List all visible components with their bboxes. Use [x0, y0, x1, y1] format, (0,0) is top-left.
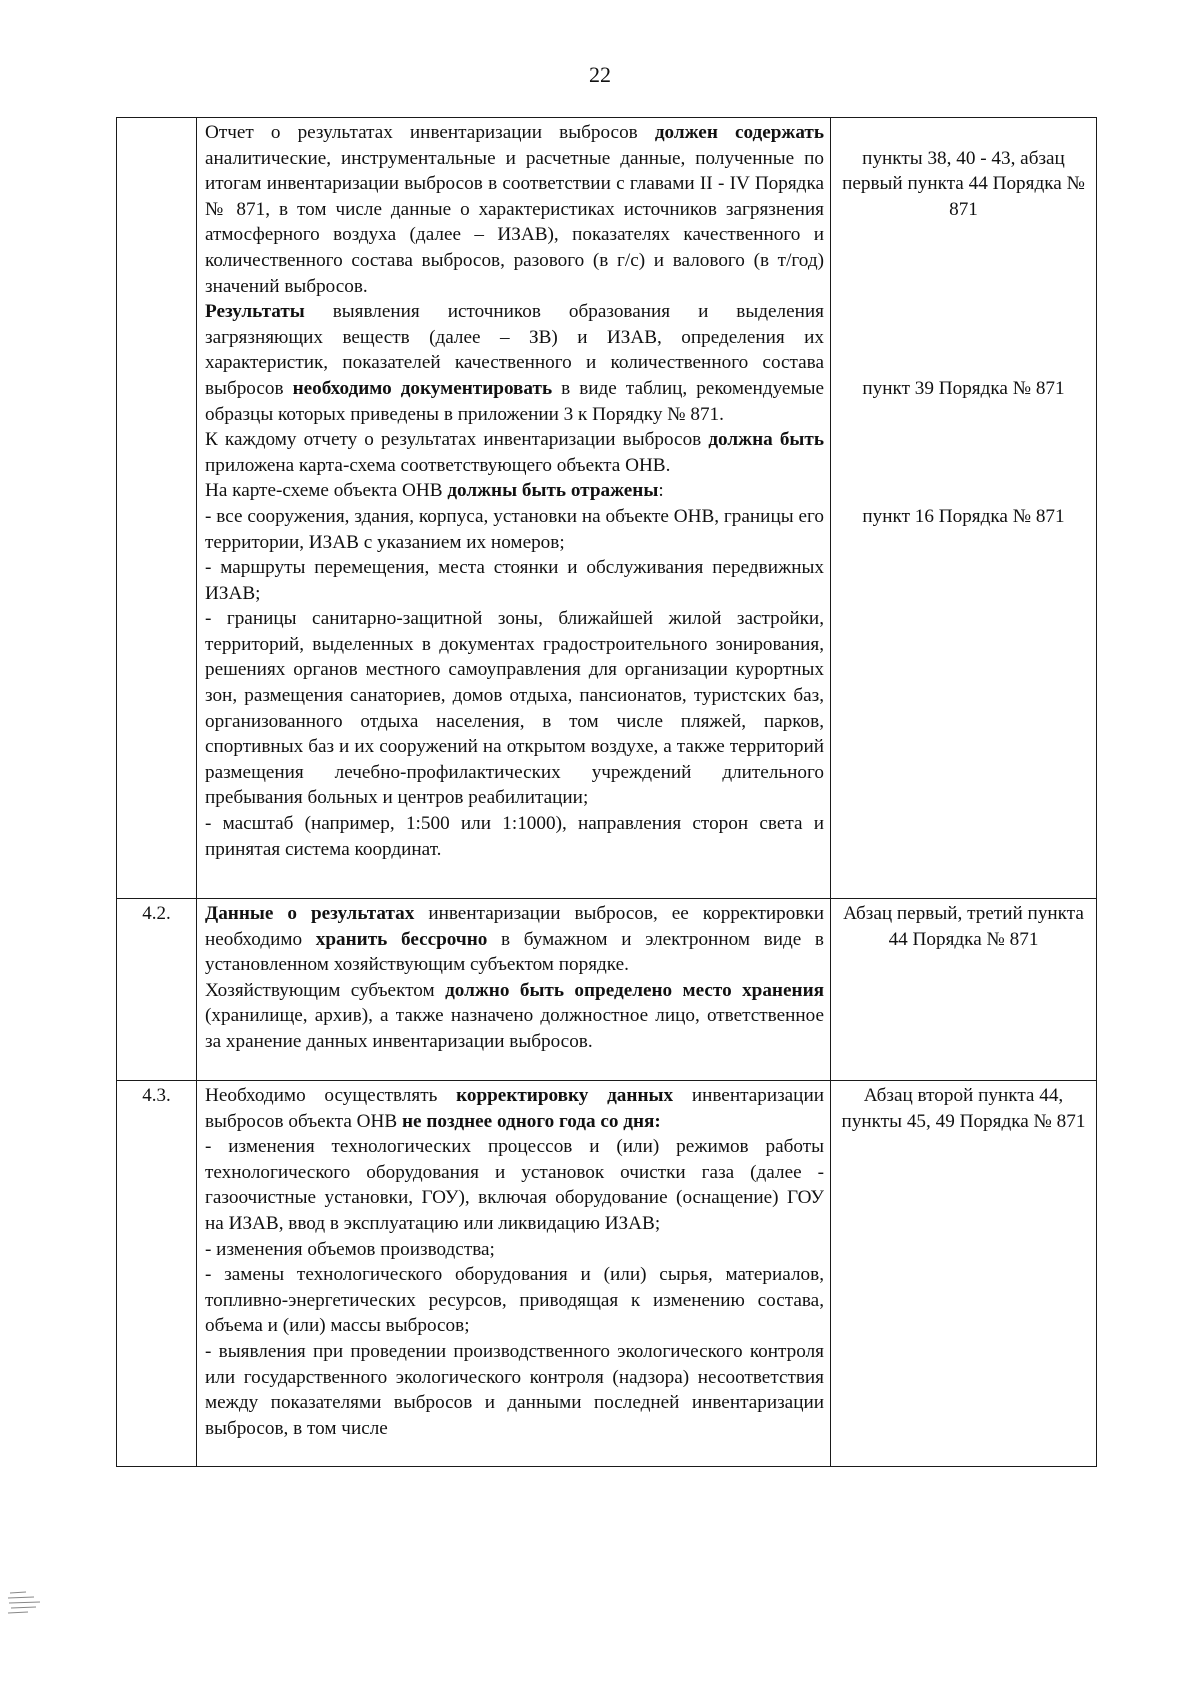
scan-noise-mark: [6, 1588, 66, 1618]
requirement-paragraph: [205, 427, 824, 478]
legal-reference: [835, 1083, 1092, 1134]
bold-text-run: должны быть отражены: [447, 480, 659, 502]
bold-text-run: Данные о результатах: [205, 903, 415, 924]
text-run: инвентаризации выбросов объекта ОНВ: [205, 1085, 824, 1132]
table-row: [117, 899, 1097, 1081]
text-run: выявления источников образования и выделения загрязняющих веществ (далее – ЗВ) и ИЗАВ, определения их характеристик, показателей качественного и количественного состава выбросов: [205, 301, 824, 399]
text-run: На карте-схеме объекта ОНВ: [205, 480, 448, 502]
page-number: 22: [589, 62, 611, 87]
text-run: К каждому отчету о результатах инвентаризации выбросов: [205, 429, 709, 451]
text-run: аналитические, инструментальные и расчетные данные, полученные по итогам инвентаризации выбросов в соответствии с главами II - IV Порядка № 871, в том числе данные о характеристиках источников загрязнения атмосферного воздуха (далее – ИЗАВ), показателях качественного и количественного состава выбросов, разового (в г/с) и валового (в т/год) значений выбросов.: [205, 147, 824, 297]
bold-text-run: корректировку данных: [456, 1085, 674, 1106]
requirement-paragraph: [205, 1134, 824, 1236]
text-run: в бумажном и электронном виде в установленном хозяйствующим субъектом порядке.: [205, 928, 824, 976]
text-run: в виде таблиц, рекомендуемые образцы которых приведены в приложении 3 к Порядку № 871.: [205, 377, 824, 425]
requirement-paragraph: [205, 555, 824, 606]
requirements-table: [116, 117, 1097, 1467]
bold-text-run: необходимо документировать: [292, 377, 553, 399]
row-number-cell: [117, 118, 197, 899]
legal-reference-text: пункт 16 Порядка № 871: [862, 505, 1065, 527]
text-run: - границы санитарно-защитной зоны, ближайшей жилой застройки, территорий, выделенных в документах градостроительного зонирования, решениях органов местного самоуправления для организации курортных зон, размещения санаториев, домов отдыха, пансионатов, туристских баз, организованного отдыха населения, в том числе пляжей, парков, спортивных баз и их сооружений на открытом воздухе, а также территорий размещения лечебно-профилактических учреждений длительного пребывания больных и центров реабилитации;: [205, 608, 824, 809]
legal-reference: [835, 146, 1092, 376]
bold-text-run: должно быть определено место хранения: [445, 979, 824, 1001]
text-run: (хранилище, архив), а также назначено должностное лицо, ответственное за хранение данных инвентаризации выбросов.: [205, 1005, 824, 1052]
requirement-text-cell: [197, 899, 831, 1081]
legal-reference-cell: [831, 1081, 1097, 1467]
requirement-text-cell: [197, 118, 831, 899]
legal-reference-text: пункты 38, 40 - 43, абзац первый пункта 44 Порядка № 871: [842, 147, 1085, 220]
legal-reference-text: пункт 39 Порядка № 871: [862, 377, 1065, 399]
row-number-cell: 4.2.: [117, 899, 197, 1081]
legal-reference-text: Абзац второй пункта 44, пункты 45, 49 Порядка № 871: [841, 1085, 1086, 1132]
text-run: Необходимо осуществлять: [205, 1085, 457, 1106]
requirement-paragraph: [205, 901, 824, 978]
legal-reference: [835, 504, 1092, 530]
requirement-paragraph: [205, 504, 824, 555]
table-row: [117, 118, 1097, 899]
requirement-text-cell: [197, 1081, 831, 1467]
text-run: - выявления при проведении производственного экологического контроля или государственного экологического контроля (надзора) несоответствия между показателями выбросов и данными последней инвентаризации выбросов, в том числе: [205, 1340, 824, 1439]
requirement-paragraph: [205, 1083, 824, 1134]
requirement-paragraph: [205, 1237, 824, 1263]
text-run: - все сооружения, здания, корпуса, установки на объекте ОНВ, границы его территории, ИЗАВ с указанием их номеров;: [205, 505, 824, 553]
requirement-paragraph: [205, 478, 824, 504]
requirement-paragraph: [205, 978, 824, 1055]
text-run: Хозяйствующим субъектом: [205, 979, 446, 1001]
bold-text-run: Результаты: [205, 301, 305, 323]
text-run: инвентаризации выбросов, ее корректировки необходимо: [205, 903, 824, 950]
text-run: - изменения объемов производства;: [205, 1238, 495, 1260]
text-run: - масштаб (например, 1:500 или 1:1000), направления сторон света и принятая система координат.: [205, 813, 824, 860]
requirement-paragraph: [205, 299, 824, 427]
paragraph-list: [205, 1083, 824, 1441]
table-row: [117, 1081, 1097, 1467]
legal-reference-cell: [831, 899, 1097, 1081]
legal-reference-cell: [831, 118, 1097, 899]
requirement-paragraph: [205, 811, 824, 862]
requirement-paragraph: [205, 120, 824, 299]
requirement-paragraph: [205, 606, 824, 811]
legal-reference: [835, 376, 1092, 504]
bold-text-run: должен содержать: [654, 122, 824, 143]
text-run: :: [658, 480, 664, 502]
requirement-paragraph: [205, 1339, 824, 1441]
text-run: приложена карта-схема соответствующего объекта ОНВ.: [205, 454, 671, 476]
text-run: - замены технологического оборудования и (или) сырья, материалов, топливно-энергетических ресурсов, приводящая к изменению состава, объема и (или) массы выбросов;: [205, 1264, 824, 1337]
text-run: Отчет о результатах инвентаризации выбросов: [205, 122, 655, 143]
row-number-cell: 4.3.: [117, 1081, 197, 1467]
text-run: - маршруты перемещения, места стоянки и обслуживания передвижных ИЗАВ;: [205, 557, 824, 604]
text-run: - изменения технологических процессов и (или) режимов работы технологического оборудования и установок очистки газа (далее - газоочистные установки, ГОУ), включая оборудование (оснащение) ГОУ на ИЗАВ, ввод в эксплуатацию или ликвидацию ИЗАВ;: [205, 1136, 824, 1234]
bold-text-run: должна быть: [708, 429, 824, 451]
legal-reference: [835, 901, 1092, 952]
requirement-paragraph: [205, 1262, 824, 1339]
legal-reference-text: Абзац первый, третий пункта 44 Порядка № 871: [843, 903, 1084, 950]
bold-text-run: хранить бессрочно: [315, 928, 488, 950]
bold-text-run: не позднее одного года со дня:: [401, 1110, 661, 1132]
paragraph-list: [205, 120, 824, 862]
paragraph-list: [205, 901, 824, 1055]
